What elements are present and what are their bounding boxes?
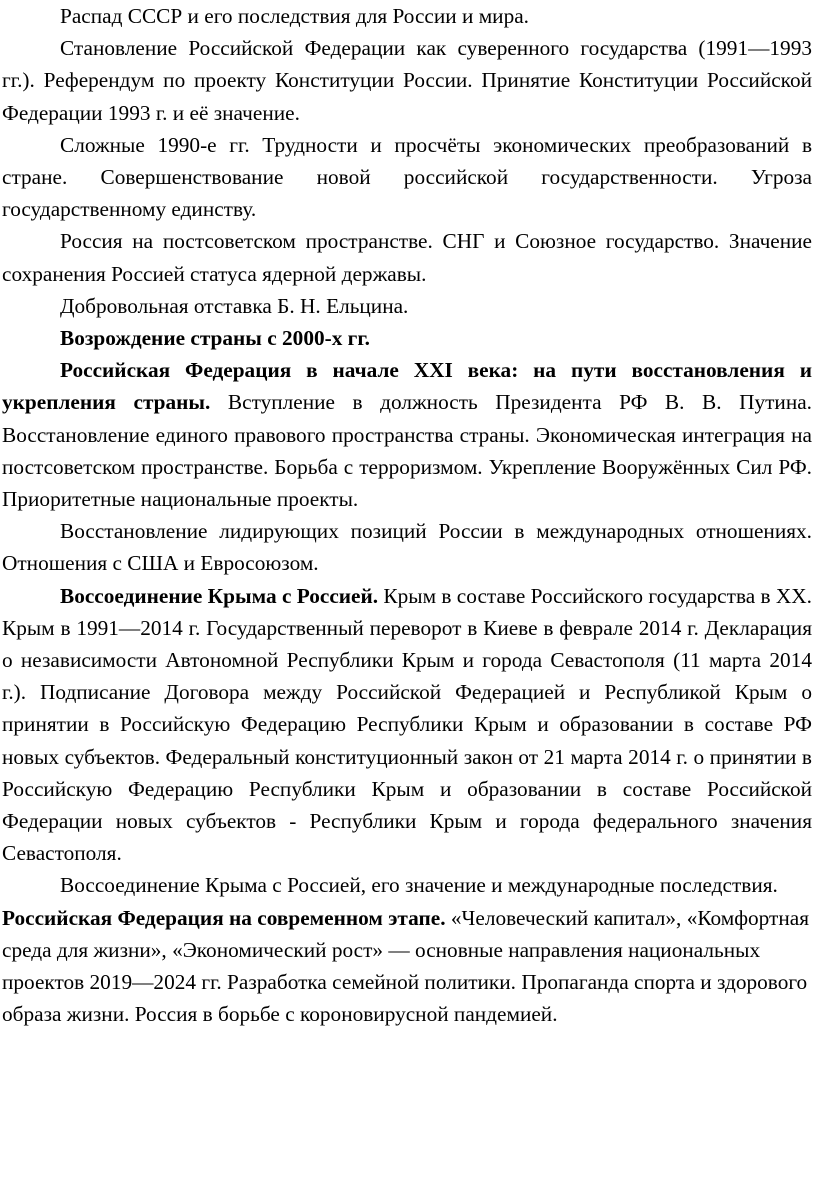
- paragraph-5: [2, 290, 812, 322]
- paragraph-9: [2, 580, 812, 870]
- paragraph-text: «Человеческий капитал», «Комфортная среда для жизни», «Экономический рост» — основные направления национальных проектов 2019—2024 гг. Разработка семейной политики. Пропаганда спорта и здорового образа жизни. Россия в борьбе с короновирусной пандемией.: [2, 905, 809, 1027]
- paragraph-3: [2, 129, 812, 226]
- paragraph-8: [2, 515, 812, 579]
- paragraph-bold-lead: Российская Федерация на современном этапе.: [2, 905, 446, 930]
- paragraph-text: Добровольная отставка Б. Н. Ельцина.: [60, 293, 409, 318]
- section-heading: [2, 322, 812, 354]
- paragraph-text: Воссоединение Крыма с Россией, его значение и международные последствия.: [60, 873, 778, 898]
- paragraph-bold-lead: Российская Федерация в начале XXI века: на пути восстановления и укрепления страны.: [2, 358, 812, 415]
- heading-text: Возрождение страны с 2000-х гг.: [60, 326, 370, 351]
- paragraph-1: [2, 0, 812, 32]
- paragraph-11: [2, 902, 812, 1031]
- paragraph-text: Россия на постсоветском пространстве. СНГ и Союзное государство. Значение сохранения Россией статуса ядерной державы.: [2, 229, 812, 286]
- paragraph-bold-lead: Воссоединение Крыма с Россией.: [60, 583, 379, 608]
- paragraph-text: Восстановление лидирующих позиций России в международных отношениях. Отношения с США и Евросоюзом.: [2, 519, 812, 576]
- paragraph-2: [2, 32, 812, 129]
- paragraph-text: Вступление в должность Президента РФ В. В. Путина. Восстановление единого правового пространства страны. Экономическая интеграция на постсоветском пространстве. Борьба с терроризмом. Укрепление Вооружённых Сил РФ. Приоритетные национальные проекты.: [2, 390, 812, 512]
- paragraph-text: Крым в составе Российского государства в XX. Крым в 1991—2014 г. Государственный переворот в Киеве в феврале 2014 г. Декларация о независимости Автономной Республики Крым и города Севастополя (11 марта 2014 г.). Подписание Договора между Российской Федерацией и Республикой Крым о принятии в Российскую Федерацию Республики Крым и образовании в составе РФ новых субъектов. Федеральный конституционный закон от 21 марта 2014 г. о принятии в Российскую Федерацию Республики Крым и образовании в составе Российской Федерации новых субъектов - Республики Крым и города федерального значения Севастополя.: [2, 583, 812, 866]
- paragraph-text: Распад СССР и его последствия для России и мира.: [60, 4, 530, 28]
- paragraph-10: [2, 869, 812, 901]
- paragraph-text: Становление Российской Федерации как суверенного государства (1991—1993 гг.). Референдум по проекту Конституции России. Принятие Конституции Российской Федерации 1993 г. и её значение.: [2, 36, 812, 125]
- paragraph-text: Сложные 1990-е гг. Трудности и просчёты экономических преобразований в стране. Совершенствование новой российской государственности. Угроза государственному единству.: [2, 132, 812, 222]
- paragraph-7: [2, 354, 812, 515]
- paragraph-4: [2, 225, 812, 289]
